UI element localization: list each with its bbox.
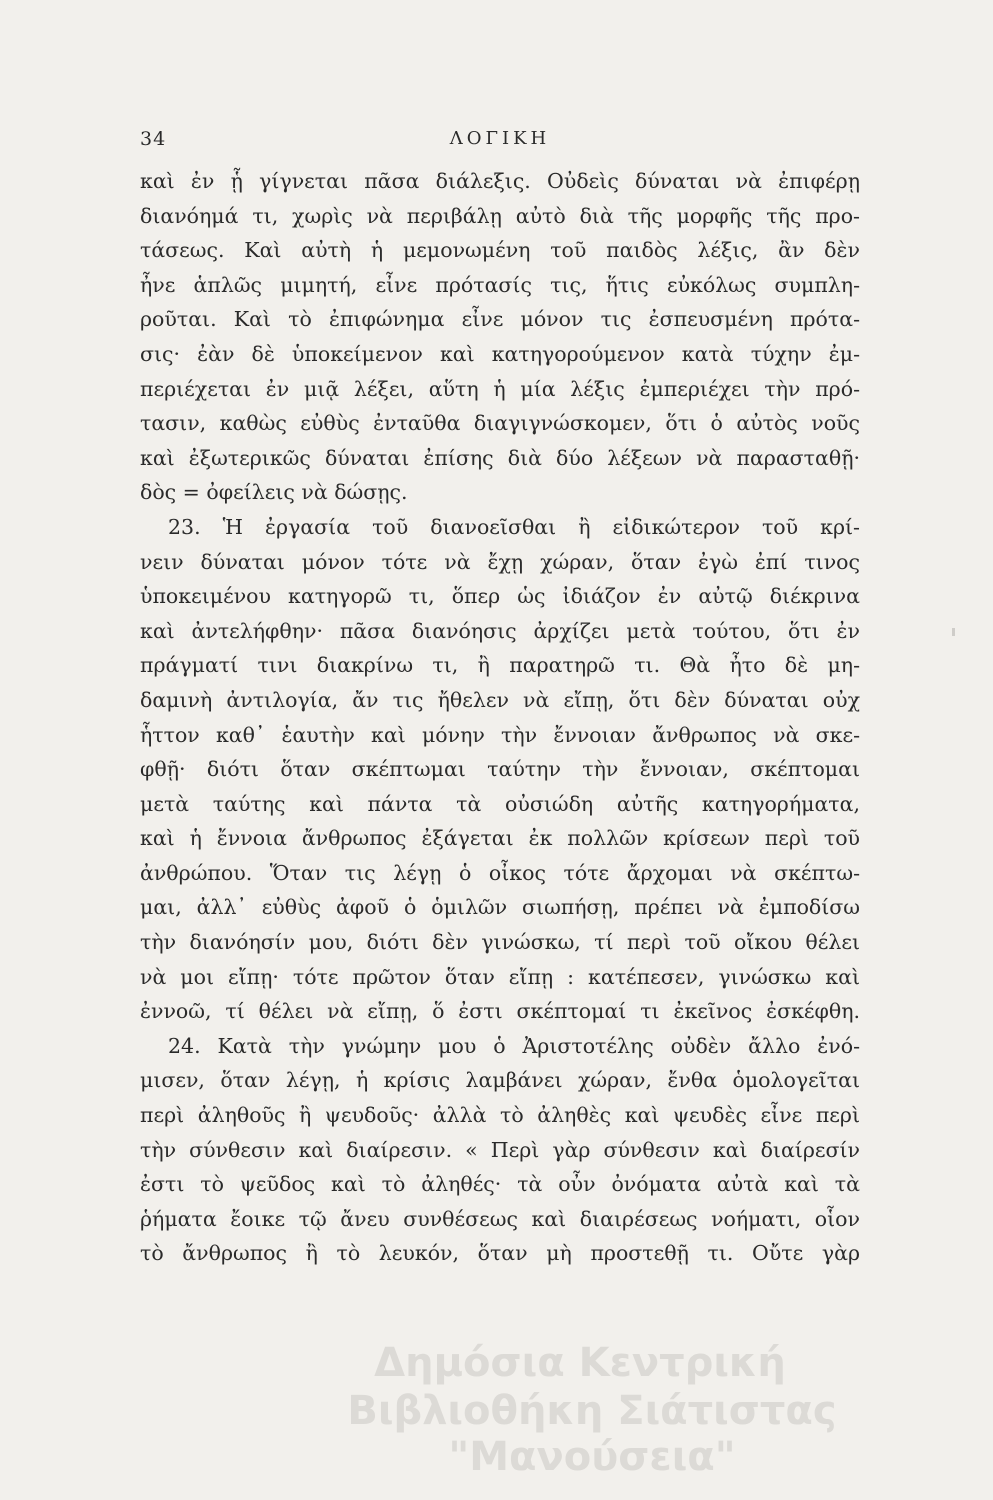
text-line: ἐννοῶ, τί θέλει νὰ εἴπῃ, ὅ ἐστι σκέπτομαί τι ἐκεῖνος ἐσκέφθη. bbox=[140, 999, 860, 1024]
text-line: δαμινὴ ἀντιλογία, ἄν τις ἤθελεν νὰ εἴπῃ, ὅτι δὲν δύναται οὐχ bbox=[140, 687, 860, 712]
text-line: μισεν, ὅταν λέγῃ, ἡ κρίσις λαμβάνει χώραν, ἔνθα ὁμολογεῖται bbox=[140, 1068, 860, 1093]
page-header bbox=[140, 128, 860, 158]
page-edge-mark bbox=[952, 628, 955, 636]
text-line: καὶ ἐν ᾗ γίγνεται πᾶσα διάλεξις. Οὐδεὶς δύναται νὰ ἐπιφέρῃ bbox=[140, 169, 860, 193]
text-line: τὴν διανόησίν μου, διότι δὲν γινώσκω, τί περὶ τοῦ οἴκου θέλει bbox=[140, 930, 860, 955]
text-line: δὸς = ὀφείλεις νὰ δώσῃς. bbox=[140, 480, 408, 505]
text-line: σις· ἐὰν δὲ ὑποκείμενον καὶ κατηγορούμενον κατὰ τύχην ἐμ- bbox=[140, 341, 860, 366]
body-text bbox=[140, 164, 860, 1271]
text-line: ἦνε ἁπλῶς μιμητή, εἶνε πρότασίς τις, ἥτις εὐκόλως συμπλη- bbox=[140, 272, 860, 297]
text-line: μετὰ ταύτης καὶ πάντα τὰ οὐσιώδη αὐτῆς κατηγορήματα, bbox=[140, 791, 860, 816]
text-line: ῥήματα ἔοικε τῷ ἄνευ συνθέσεως καὶ διαιρέσεως νοήματι, οἷον bbox=[140, 1206, 860, 1231]
text-line: 23. Ἡ ἐργασία τοῦ διανοεῖσθαι ἢ εἰδικώτερον τοῦ κρί- bbox=[168, 514, 860, 539]
text-line: ἐστι τὸ ψεῦδος καὶ τὸ ἀληθές· τὰ οὖν ὀνόματα αὐτὰ καὶ τὰ bbox=[140, 1172, 860, 1197]
text-line: ροῦται. Καὶ τὸ ἐπιφώνημα εἶνε μόνον τις ἐσπευσμένη πρότα- bbox=[140, 307, 860, 332]
text-line: τάσεως. Καὶ αὐτὴ ἡ μεμονωμένη τοῦ παιδὸς λέξις, ἂν δὲν bbox=[140, 238, 860, 263]
text-line: περὶ ἀληθοῦς ἢ ψευδοῦς· ἀλλὰ τὸ ἀληθὲς καὶ ψευδὲς εἶνε περὶ bbox=[140, 1103, 860, 1128]
running-title: ΛΟΓΙΚΗ bbox=[449, 128, 551, 149]
page-number: 34 bbox=[140, 128, 167, 150]
text-line: ὑποκειμένου κατηγορῶ τι, ὅπερ ὡς ἰδιάζον ἐν αὐτῷ διέκρινα bbox=[140, 584, 860, 609]
text-line: ἧττον καθ᾽ ἑαυτὴν καὶ μόνην τὴν ἔννοιαν ἄνθρωπος νὰ σκε- bbox=[140, 722, 860, 747]
text-line: νειν δύναται μόνον τότε νὰ ἔχῃ χώραν, ὅταν ἐγὼ ἐπί τινος bbox=[140, 549, 860, 574]
text-line: μαι, ἀλλ᾽ εὐθὺς ἀφοῦ ὁ ὁμιλῶν σιωπήσῃ, πρέπει νὰ ἐμποδίσω bbox=[140, 895, 860, 920]
text-line: τὴν σύνθεσιν καὶ διαίρεσιν. « Περὶ γὰρ σύνθεσιν καὶ διαίρεσίν bbox=[140, 1137, 860, 1162]
text-line: διανόημά τι, χωρὶς νὰ περιβάλῃ αὐτὸ διὰ τῆς μορφῆς τῆς προ- bbox=[140, 203, 860, 228]
text-line: καὶ ἀντελήφθην· πᾶσα διανόησις ἀρχίζει μετὰ τούτου, ὅτι ἐν bbox=[140, 618, 860, 643]
library-watermark-line2: Βιβλιοθήκη Σιάτιστας "Μανούσεια" bbox=[347, 1388, 837, 1480]
text-line: καὶ ἐξωτερικῶς δύναται ἐπίσης διὰ δύο λέξεων νὰ παρασταθῇ· bbox=[140, 445, 860, 470]
text-line: πράγματί τινι διακρίνω τι, ἢ παρατηρῶ τι. Θὰ ἦτο δὲ μη- bbox=[140, 653, 860, 678]
library-watermark-line1: Δημόσια Κεντρική bbox=[374, 1340, 786, 1386]
text-line: περιέχεται ἐν μιᾷ λέξει, αὕτη ἡ μία λέξις ἐμπεριέχει τὴν πρό- bbox=[140, 376, 860, 401]
text-line: τασιν, καθὼς εὐθὺς ἐνταῦθα διαγιγνώσκομεν, ὅτι ὁ αὐτὸς νοῦς bbox=[140, 411, 860, 436]
text-line: 24. Κατὰ τὴν γνώμην μου ὁ Ἀριστοτέλης οὐδὲν ἄλλο ἐνό- bbox=[168, 1033, 860, 1058]
text-line: ἀνθρώπου. Ὅταν τις λέγῃ ὁ οἶκος τότε ἄρχομαι νὰ σκέπτω- bbox=[140, 860, 860, 885]
text-line: τὸ ἄνθρωπος ἢ τὸ λευκόν, ὅταν μὴ προστεθῇ τι. Οὔτε γὰρ bbox=[140, 1241, 860, 1266]
text-line: νὰ μοι εἴπῃ· τότε πρῶτον ὅταν εἴπῃ : κατέπεσεν, γινώσκω καὶ bbox=[140, 964, 860, 989]
text-line: καὶ ἡ ἔννοια ἄνθρωπος ἐξάγεται ἐκ πολλῶν κρίσεων περὶ τοῦ bbox=[140, 826, 860, 851]
text-line: φθῇ· διότι ὅταν σκέπτωμαι ταύτην τὴν ἔννοιαν, σκέπτομαι bbox=[140, 757, 860, 782]
